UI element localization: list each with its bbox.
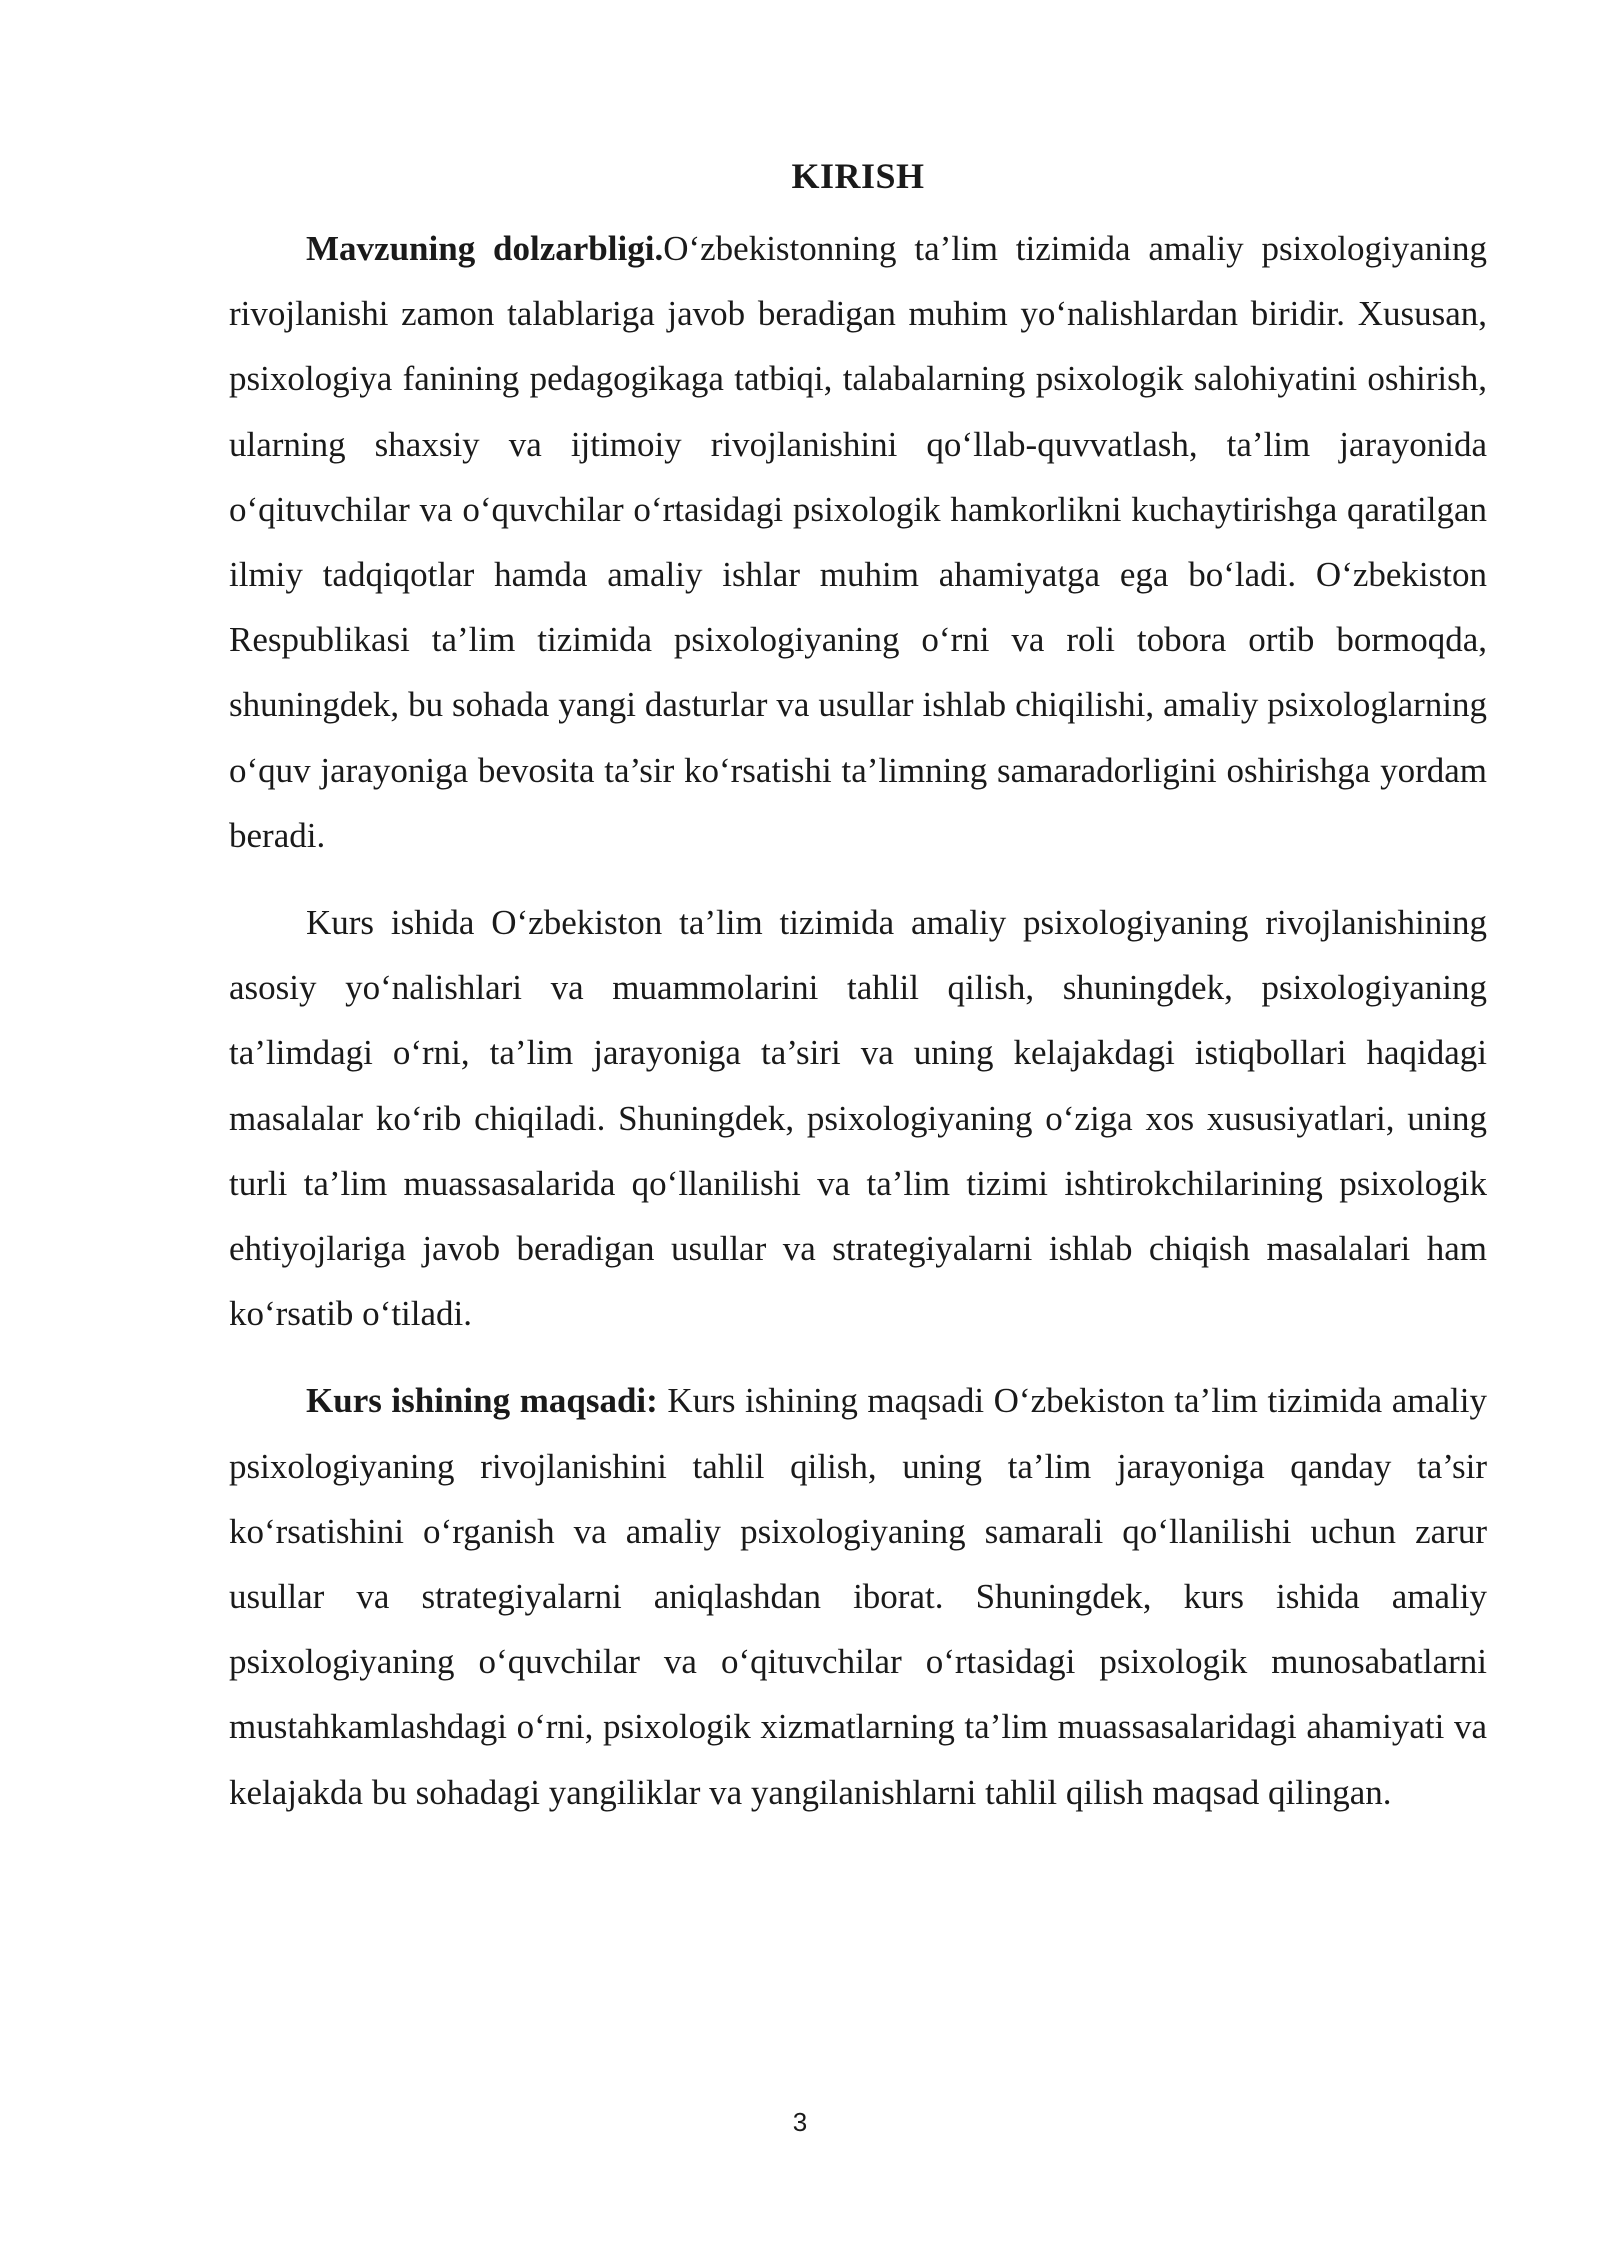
paragraph-course-scope [229, 890, 1487, 1346]
paragraph-relevance [229, 216, 1487, 868]
paragraph-course-goal [229, 1368, 1487, 1824]
paragraph-lead: Kurs ishining maqsadi: [306, 1381, 658, 1421]
page-content [229, 148, 1487, 1847]
page-number: 3 [792, 2107, 808, 2137]
paragraph-text: O‘zbekistonning ta’lim tizimida amaliy psixologiyaning rivojlanishi zamon talablariga javob beradigan muhim yo‘nalishlardan biridir. Xususan, psixologiya fanining pedagogikaga tatbiqi, talabalarning psixologik salohiyatini oshirish, ularning shaxsiy va ijtimoiy rivojlanishini qo‘llab-quvvatlash, ta’lim jarayonida o‘qituvchilar va o‘quvchilar o‘rtasidagi psixologik hamkorlikni kuchaytirishga qaratilgan ilmiy tadqiqotlar hamda amaliy ishlar muhim ahamiyatga ega bo‘ladi. O‘zbekiston Respublikasi ta’lim tizimida psixologiyaning o‘rni va roli tobora ortib bormoqda, shuningdek, bu sohada yangi dasturlar va usullar ishlab chiqilishi, amaliy psixologlarning o‘quv jarayoniga bevosita ta’sir ko‘rsatishi ta’limning samaradorligini oshirishga yordam beradi. [229, 229, 1487, 855]
paragraph-text: Kurs ishida O‘zbekiston ta’lim tizimida amaliy psixologiyaning rivojlanishining asosiy yo‘nalishlari va muammolarini tahlil qilish, shuningdek, psixologiyaning ta’limdagi o‘rni, ta’lim jarayoniga ta’siri va uning kelajakdagi istiqbollari haqidagi masalalar ko‘rib chiqiladi. Shuningdek, psixologiyaning o‘ziga xos xususiyatlari, uning turli ta’lim muassasalarida qo‘llanilishi va ta’lim tizimi ishtirokchilarining psixologik ehtiyojlariga javob beradigan usullar va strategiyalarni ishlab chiqish masalalari ham ko‘rsatib o‘tiladi. [229, 903, 1487, 1334]
paragraph-text: Kurs ishining maqsadi O‘zbekiston ta’lim tizimida amaliy psixologiyaning rivojlanishini tahlil qilish, uning ta’lim jarayoniga qanday ta’sir ko‘rsatishini o‘rganish va amaliy psixologiyaning samarali qo‘llanilishi uchun zarur usullar va strategiyalarni aniqlashdan iborat. Shuningdek, kurs ishida amaliy psixologiyaning o‘quvchilar va o‘qituvchilar o‘rtasidagi psixologik munosabatlarni mustahkamlashdagi o‘rni, psixologik xizmatlarning ta’lim muassasalaridagi ahamiyati va kelajakda bu sohadagi yangiliklar va yangilanishlarni tahlil qilish maqsad qilingan. [229, 1381, 1487, 1812]
paragraph-lead: Mavzuning dolzarbligi. [306, 229, 664, 268]
section-title: KIRISH [791, 156, 925, 196]
